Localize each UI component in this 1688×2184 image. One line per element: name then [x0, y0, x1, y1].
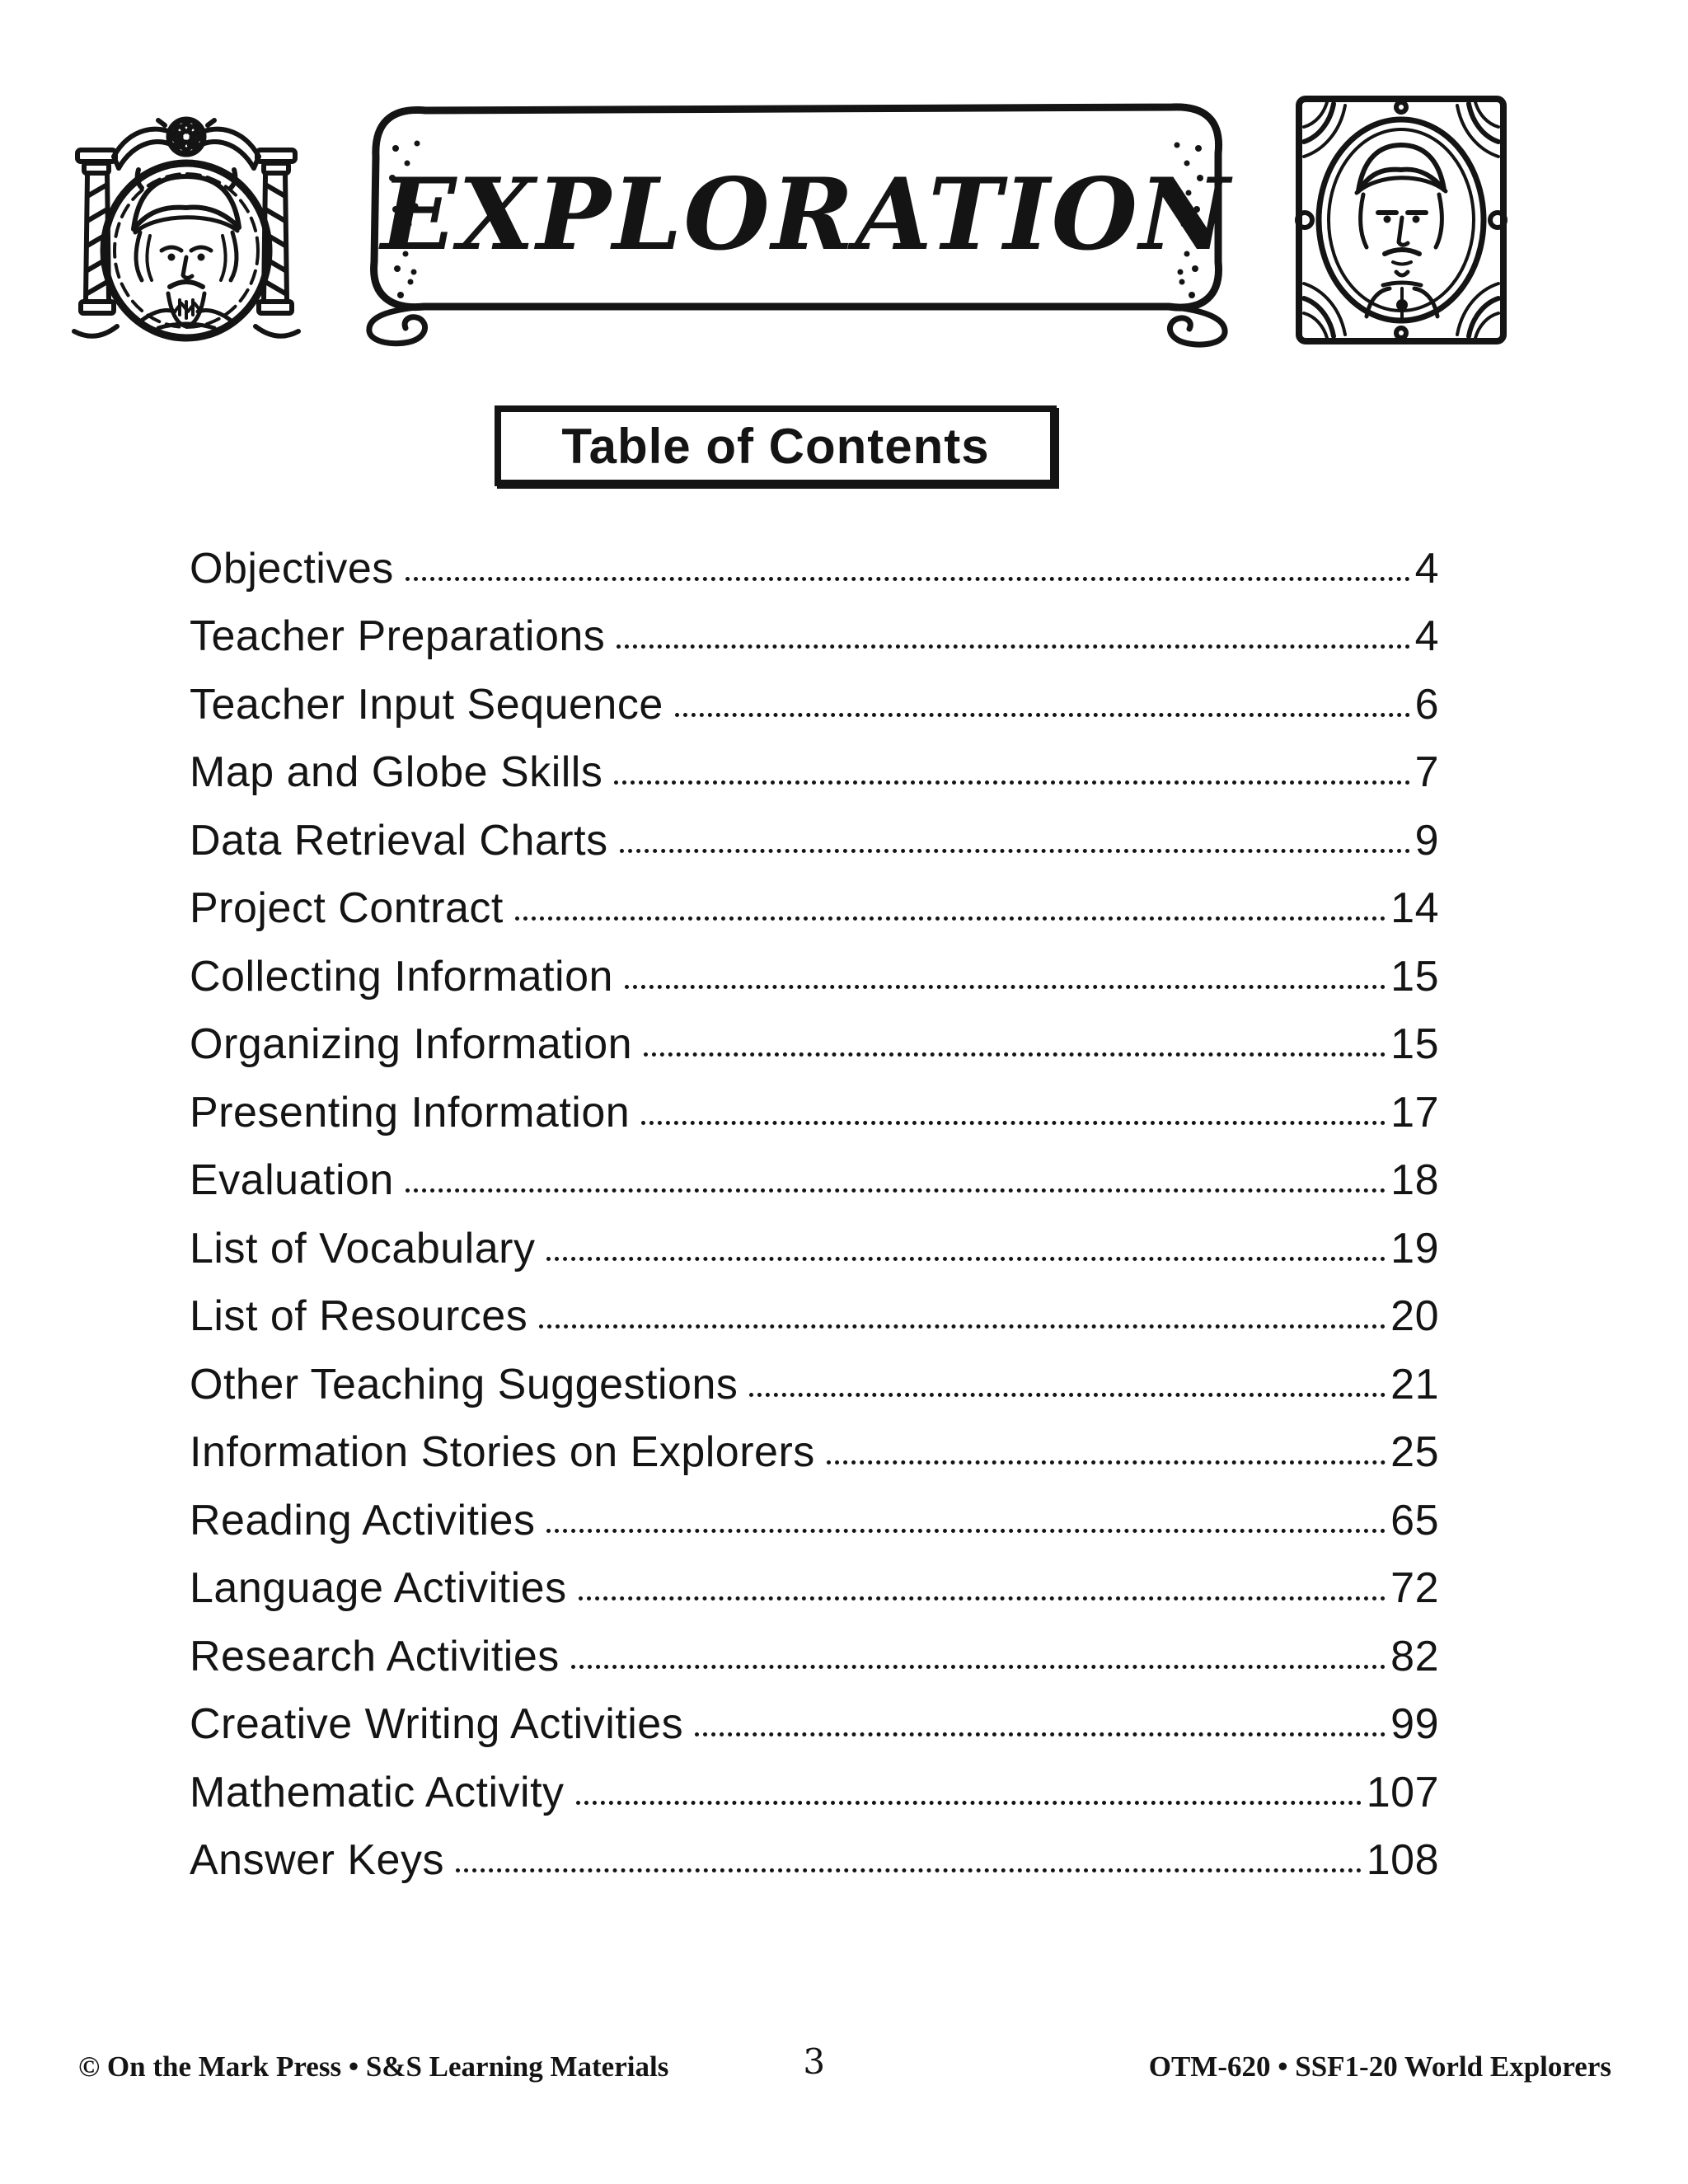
toc-entry-page: 99	[1390, 1700, 1439, 1748]
explorer-face	[134, 176, 239, 328]
toc-entry	[190, 936, 1439, 1005]
toc-leader-dots	[827, 1460, 1386, 1465]
toc-leader-dots	[456, 1868, 1362, 1872]
toc-entry-page: 7	[1414, 748, 1439, 796]
footer-publisher: © On the Mark Press • S&S Learning Materials	[78, 2050, 669, 2083]
toc-entry-page: 82	[1390, 1632, 1439, 1680]
footer-product-code: OTM-620 • SSF1-20 World Explorers	[1148, 2050, 1611, 2083]
toc-entry-label: Other Teaching Suggestions	[190, 1360, 738, 1408]
toc-entry-page: 15	[1390, 952, 1439, 1001]
toc-entry-label: Objectives	[190, 544, 394, 593]
toc-entry-label: Research Activities	[190, 1632, 560, 1680]
toc-leader-dots	[571, 1665, 1386, 1669]
toc-entry	[190, 1480, 1439, 1549]
toc-entry-page: 19	[1390, 1224, 1439, 1272]
toc-entry-page: 4	[1414, 544, 1439, 593]
toc-entry	[190, 1752, 1439, 1821]
toc-entry-label: Presenting Information	[190, 1088, 631, 1137]
toc-entry-label: Answer Keys	[190, 1836, 444, 1884]
toc-entry-page: 107	[1366, 1768, 1439, 1816]
footer-page-number: 3	[803, 2041, 826, 2082]
toc-leader-dots	[546, 1529, 1386, 1533]
toc-entry-page: 72	[1390, 1564, 1439, 1612]
toc-entry-page: 17	[1390, 1088, 1439, 1137]
toc-entry-label: Map and Globe Skills	[190, 748, 603, 796]
toc-entry	[190, 1616, 1439, 1685]
toc-entry	[190, 1208, 1439, 1277]
toc-entry-page: 14	[1390, 884, 1439, 932]
toc-leader-dots	[546, 1257, 1386, 1261]
toc-leader-dots	[614, 780, 1409, 785]
toc-leader-dots	[641, 1121, 1386, 1125]
toc-entry-label: Reading Activities	[190, 1496, 536, 1544]
toc-entry-label: Information Stories on Explorers	[190, 1428, 815, 1476]
toc-entry-page: 4	[1414, 612, 1439, 660]
toc-entry	[190, 1005, 1439, 1073]
toc-entry	[190, 597, 1439, 665]
toc-leader-dots	[620, 849, 1410, 853]
toc-entry	[190, 1413, 1439, 1481]
toc-entry	[190, 1549, 1439, 1617]
toc-leader-dots	[695, 1732, 1386, 1736]
title-banner	[320, 91, 1292, 350]
toc-entry-label: Mathematic Activity	[190, 1768, 565, 1816]
toc-entry	[190, 664, 1439, 733]
toc-entry-label: Evaluation	[190, 1156, 394, 1204]
toc-entry-label: List of Resources	[190, 1292, 528, 1340]
toc-leader-dots	[675, 713, 1410, 717]
toc-leader-dots	[515, 916, 1386, 921]
toc-entry	[190, 869, 1439, 937]
explorer-portrait-right	[1291, 89, 1512, 351]
page-title: EXPLORATION	[381, 157, 1231, 273]
toc-entry	[190, 733, 1439, 801]
toc-leader-dots	[749, 1393, 1386, 1397]
toc-title: Table of Contents	[561, 418, 990, 474]
toc-entry-page: 21	[1390, 1360, 1439, 1408]
toc-entry-label: Data Retrieval Charts	[190, 816, 608, 865]
toc-entry-label: Collecting Information	[190, 952, 613, 1001]
toc-entry-page: 25	[1390, 1428, 1439, 1476]
toc-leader-dots	[539, 1324, 1386, 1329]
toc-leader-dots	[625, 985, 1386, 989]
toc-entry	[190, 800, 1439, 869]
toc-entry	[190, 1277, 1439, 1345]
toc-entry-page: 20	[1390, 1292, 1439, 1340]
toc-entry	[190, 1344, 1439, 1413]
toc-list	[190, 528, 1439, 1888]
toc-leader-dots	[406, 577, 1410, 581]
toc-entry-page: 9	[1414, 816, 1439, 865]
page-footer	[78, 2034, 1611, 2083]
toc-leader-dots	[644, 1052, 1386, 1057]
toc-entry-label: Creative Writing Activities	[190, 1700, 684, 1748]
toc-entry-page: 18	[1390, 1156, 1439, 1204]
toc-entry-label: Teacher Preparations	[190, 612, 606, 660]
toc-entry-label: Language Activities	[190, 1564, 567, 1612]
toc-leader-dots	[579, 1596, 1386, 1601]
toc-entry-label: Organizing Information	[190, 1020, 633, 1068]
toc-entry	[190, 528, 1439, 597]
toc-entry	[190, 1821, 1439, 1889]
toc-entry-label: Teacher Input Sequence	[190, 680, 663, 729]
toc-entry-label: List of Vocabulary	[190, 1224, 536, 1272]
toc-entry	[190, 1685, 1439, 1753]
toc-entry	[190, 1141, 1439, 1209]
toc-leader-dots	[576, 1801, 1362, 1805]
toc-entry-label: Project Contract	[190, 884, 504, 932]
toc-entry-page: 108	[1366, 1836, 1439, 1884]
explorer-portrait-left	[59, 104, 313, 344]
toc-entry-page: 15	[1390, 1020, 1439, 1068]
explorer-face	[1357, 145, 1446, 318]
toc-leader-dots	[406, 1188, 1386, 1193]
toc-title-box	[495, 405, 1057, 486]
toc-leader-dots	[617, 644, 1409, 649]
toc-entry-page: 6	[1414, 680, 1439, 729]
toc-entry	[190, 1072, 1439, 1141]
toc-entry-page: 65	[1390, 1496, 1439, 1544]
